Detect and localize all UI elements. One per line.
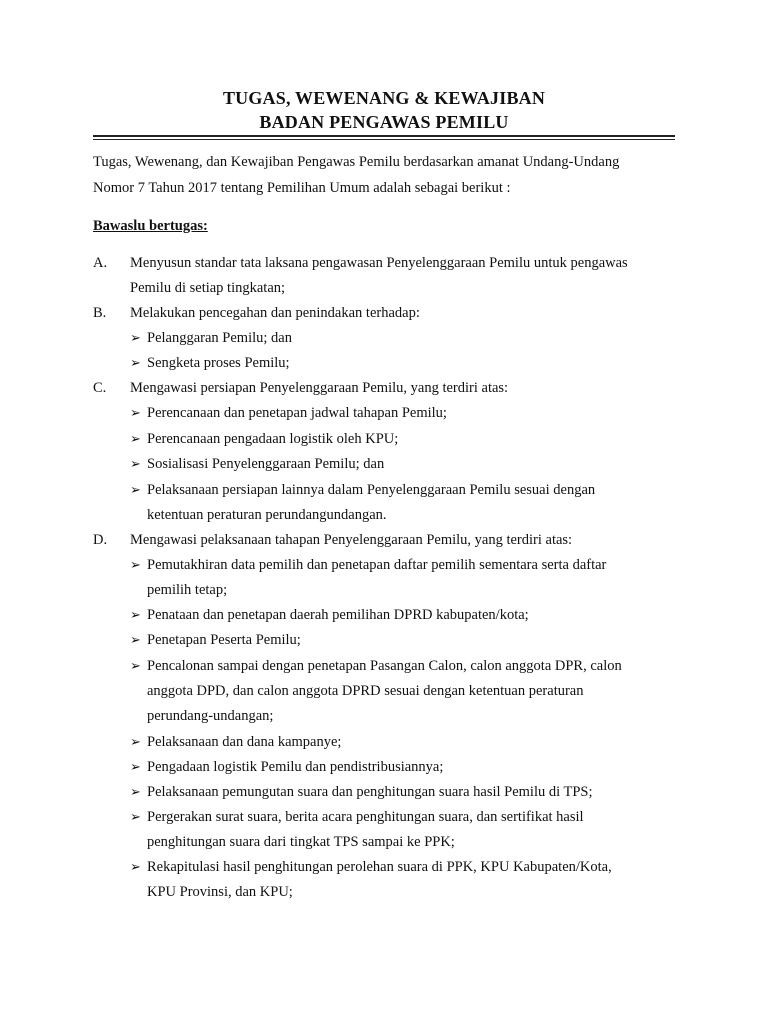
bullet-arrow-icon: ➢ bbox=[130, 859, 141, 874]
bullet-arrow-icon: ➢ bbox=[130, 658, 141, 673]
item-a-line1: Menyusun standar tata laksana pengawasan Penyelenggaraan Pemilu untuk pengawas bbox=[130, 255, 628, 271]
item-b-line1: Melakukan pencegahan dan penindakan terhadap: bbox=[130, 305, 420, 321]
item-d-sub-8: Pergerakan surat suara, berita acara penghitungan suara, dan sertifikat hasil bbox=[147, 809, 584, 825]
item-d-sub-6: Pengadaan logistik Pemilu dan pendistribusiannya; bbox=[147, 759, 444, 775]
item-c-sub-3: Sosialisasi Penyelenggaraan Pemilu; dan bbox=[147, 456, 385, 472]
bullet-arrow-icon: ➢ bbox=[130, 632, 141, 647]
item-d-marker: D. bbox=[93, 532, 108, 548]
item-d-sub-8-cont: penghitungan suara dari tingkat TPS sampai ke PPK; bbox=[147, 834, 455, 850]
document-title-line2: BADAN PENGAWAS PEMILU bbox=[259, 112, 509, 132]
item-c-sub-4: Pelaksanaan persiapan lainnya dalam Penyelenggaraan Pemilu sesuai dengan bbox=[147, 482, 596, 498]
item-b-sub-2: Sengketa proses Pemilu; bbox=[147, 355, 290, 371]
item-d-line1: Mengawasi pelaksanaan tahapan Penyelenggaraan Pemilu, yang terdiri atas: bbox=[130, 532, 573, 548]
bullet-arrow-icon: ➢ bbox=[130, 431, 141, 446]
bullet-arrow-icon: ➢ bbox=[130, 607, 141, 622]
bullet-arrow-icon: ➢ bbox=[130, 456, 141, 471]
bullet-arrow-icon: ➢ bbox=[130, 557, 141, 572]
item-c-marker: C. bbox=[93, 380, 107, 396]
bullet-arrow-icon: ➢ bbox=[130, 482, 141, 497]
item-d-sub-1: Pemutakhiran data pemilih dan penetapan daftar pemilih sementara serta daftar bbox=[147, 557, 607, 573]
item-b-marker: B. bbox=[93, 305, 107, 321]
bullet-arrow-icon: ➢ bbox=[130, 405, 141, 420]
item-c-sub-2: Perencanaan pengadaan logistik oleh KPU; bbox=[147, 431, 399, 447]
item-c-sub-1: Perencanaan dan penetapan jadwal tahapan Pemilu; bbox=[147, 405, 447, 421]
section-heading: Bawaslu bertugas: bbox=[93, 218, 208, 234]
item-d-sub-1-cont: pemilih tetap; bbox=[147, 582, 228, 598]
item-a-line2: Pemilu di setiap tingkatan; bbox=[130, 280, 286, 296]
intro-line2: Nomor 7 Tahun 2017 tentang Pemilihan Umum adalah sebagai berikut : bbox=[93, 180, 511, 196]
item-c-line1: Mengawasi persiapan Penyelenggaraan Pemilu, yang terdiri atas: bbox=[130, 380, 509, 396]
intro-line1: Tugas, Wewenang, dan Kewajiban Pengawas Pemilu berdasarkan amanat Undang-Undang bbox=[93, 154, 620, 170]
item-d-sub-9-cont: KPU Provinsi, dan KPU; bbox=[147, 884, 293, 900]
bullet-arrow-icon: ➢ bbox=[130, 784, 141, 799]
item-d-sub-4: Pencalonan sampai dengan penetapan Pasangan Calon, calon anggota DPR, calon bbox=[147, 658, 622, 674]
item-d-sub-4-cont-2: perundang-undangan; bbox=[147, 708, 274, 724]
item-d-sub-4-cont-1: anggota DPD, dan calon anggota DPRD sesuai dengan ketentuan peraturan bbox=[147, 683, 584, 699]
item-d-sub-7: Pelaksanaan pemungutan suara dan penghitungan suara hasil Pemilu di TPS; bbox=[147, 784, 593, 800]
item-d-sub-9: Rekapitulasi hasil penghitungan perolehan suara di PPK, KPU Kabupaten/Kota, bbox=[147, 859, 612, 875]
bullet-arrow-icon: ➢ bbox=[130, 734, 141, 749]
item-d-sub-3: Penetapan Peserta Pemilu; bbox=[147, 632, 301, 648]
title-rule-thin bbox=[93, 139, 675, 140]
item-d-sub-5: Pelaksanaan dan dana kampanye; bbox=[147, 734, 342, 750]
bullet-arrow-icon: ➢ bbox=[130, 759, 141, 774]
bullet-arrow-icon: ➢ bbox=[130, 355, 141, 370]
bullet-arrow-icon: ➢ bbox=[130, 330, 141, 345]
bullet-arrow-icon: ➢ bbox=[130, 809, 141, 824]
item-c-sub-4-cont: ketentuan peraturan perundangundangan. bbox=[147, 507, 387, 523]
item-a-marker: A. bbox=[93, 255, 108, 271]
title-rule-thick bbox=[93, 135, 675, 137]
item-b-sub-1: Pelanggaran Pemilu; dan bbox=[147, 330, 292, 346]
document-title-line1: TUGAS, WEWENANG & KEWAJIBAN bbox=[222, 88, 546, 108]
item-d-sub-2: Penataan dan penetapan daerah pemilihan DPRD kabupaten/kota; bbox=[147, 607, 529, 623]
